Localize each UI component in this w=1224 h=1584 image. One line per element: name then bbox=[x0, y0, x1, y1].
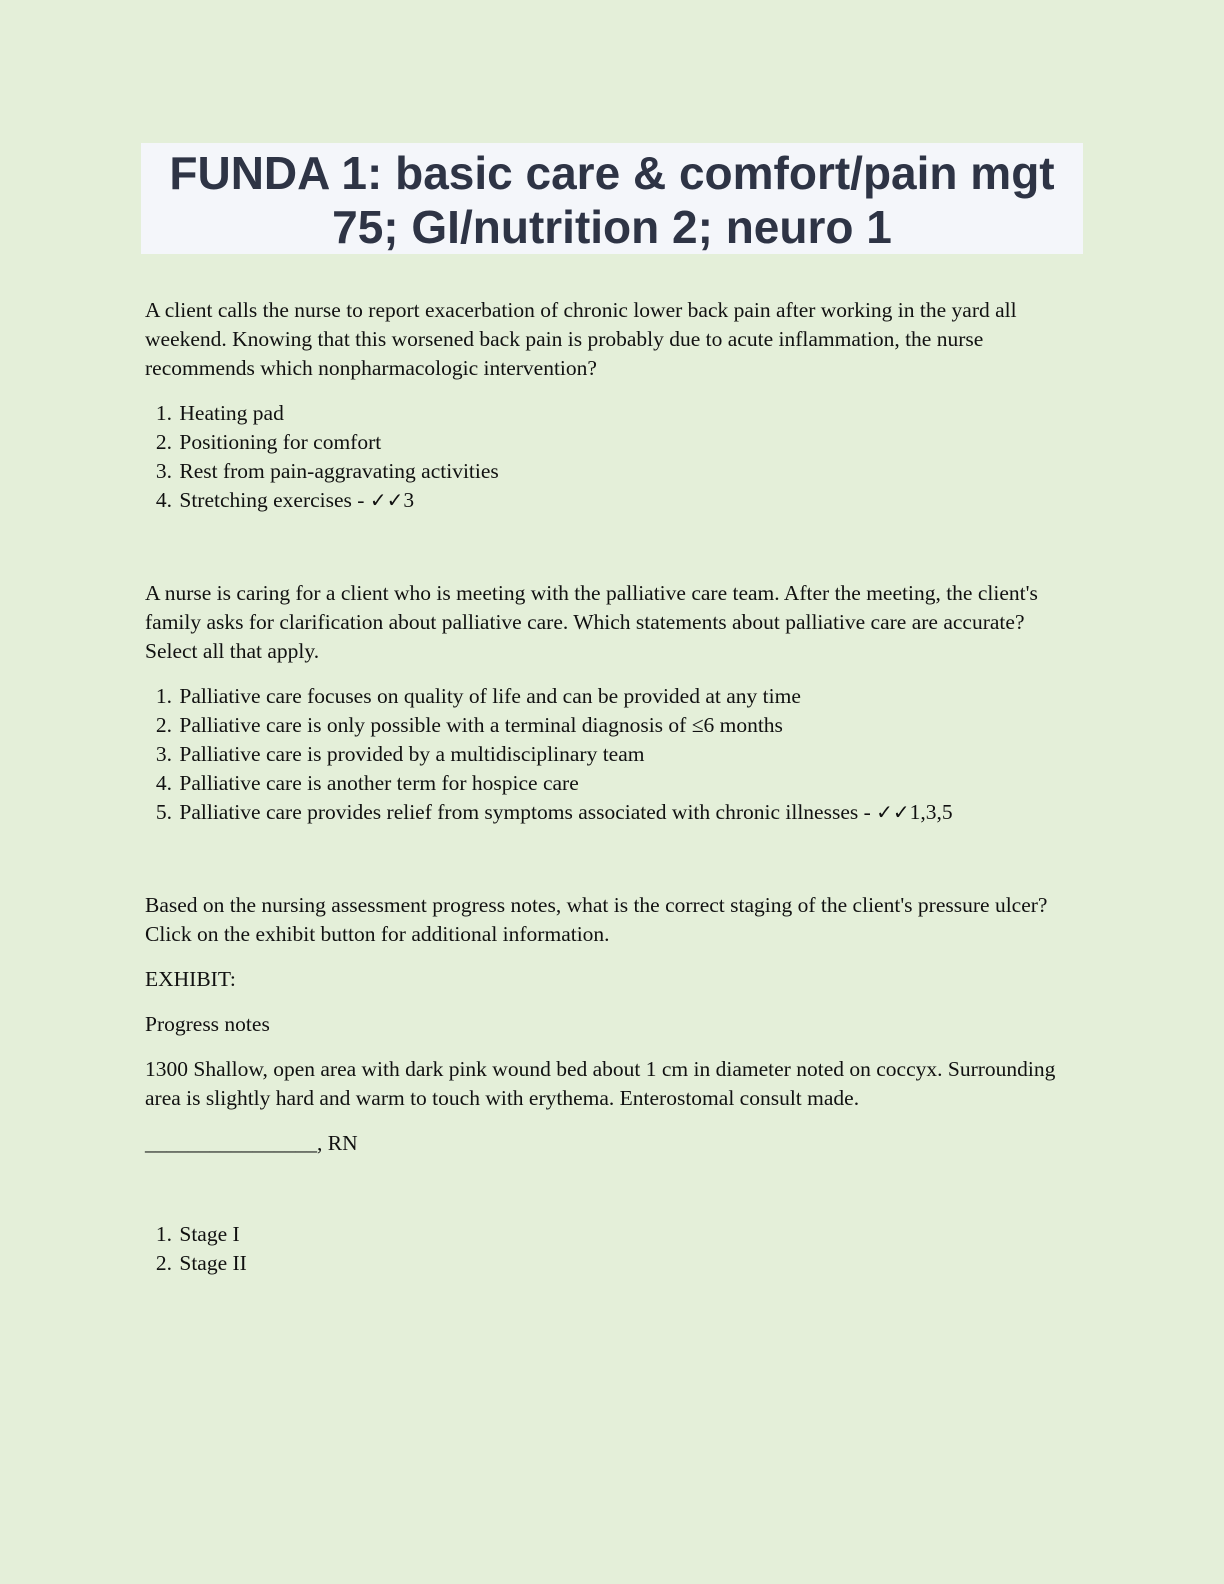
option-number: 2. bbox=[155, 430, 172, 454]
option-item bbox=[145, 682, 1075, 711]
document-title bbox=[141, 143, 1083, 254]
question-1-options bbox=[145, 399, 1075, 515]
option-text: Palliative care is provided by a multidisciplinary team bbox=[179, 742, 645, 766]
option-number: 2. bbox=[155, 713, 172, 737]
checkmark-icon: ✓✓ bbox=[876, 800, 910, 824]
progress-notes-label: Progress notes bbox=[145, 1012, 270, 1036]
title-line-1: FUNDA 1: basic care & comfort/pain mgt bbox=[169, 147, 1055, 199]
answer-key: 3 bbox=[403, 488, 415, 512]
question-2 bbox=[145, 579, 1075, 827]
option-text: Palliative care focuses on quality of life and can be provided at any time bbox=[179, 684, 801, 708]
option-item bbox=[145, 711, 1075, 740]
option-item bbox=[145, 1220, 1075, 1249]
option-item bbox=[145, 740, 1075, 769]
option-number: 1. bbox=[155, 401, 172, 425]
question-3 bbox=[145, 891, 1075, 1278]
option-number: 1. bbox=[155, 1222, 172, 1246]
option-item bbox=[145, 486, 1075, 515]
question-2-options bbox=[145, 682, 1075, 827]
option-text: Palliative care provides relief from symptoms associated with chronic illnesses - bbox=[179, 800, 877, 824]
option-number: 3. bbox=[155, 459, 172, 483]
checkmark-icon: ✓✓ bbox=[369, 488, 404, 512]
document-body bbox=[145, 296, 1075, 1278]
title-line-2: 75; GI/nutrition 2; neuro 1 bbox=[332, 201, 892, 253]
option-item bbox=[145, 1249, 1075, 1278]
option-item bbox=[145, 769, 1075, 798]
question-3-stem: Based on the nursing assessment progress notes, what is the correct staging of the client's pressure ulcer? Click on the exhibit button for additional information. bbox=[145, 893, 1048, 946]
option-item bbox=[145, 457, 1075, 486]
signature-line: ________________, RN bbox=[145, 1131, 358, 1155]
answer-key: 1,3,5 bbox=[909, 800, 953, 824]
option-text: Positioning for comfort bbox=[179, 430, 382, 454]
question-1-stem: A client calls the nurse to report exacerbation of chronic lower back pain after working in the yard all weekend. Knowing that this worsened back pain is probably due to acute inflammation, the nurse recommends which nonpharmacologic intervention? bbox=[145, 298, 1017, 380]
option-number: 4. bbox=[155, 488, 172, 512]
option-text: Stage I bbox=[179, 1222, 240, 1246]
option-item bbox=[145, 798, 1075, 827]
option-number: 5. bbox=[155, 800, 172, 824]
option-text: Palliative care is another term for hospice care bbox=[179, 771, 579, 795]
progress-note-text: 1300 Shallow, open area with dark pink wound bed about 1 cm in diameter noted on coccyx. Surrounding area is slightly hard and warm to touch with erythema. Enterostomal consult made. bbox=[145, 1057, 1056, 1110]
option-number: 3. bbox=[155, 742, 172, 766]
option-text: Heating pad bbox=[179, 401, 284, 425]
option-item bbox=[145, 428, 1075, 457]
option-text: Stage II bbox=[179, 1251, 247, 1275]
option-text: Stretching exercises - bbox=[179, 488, 370, 512]
option-item bbox=[145, 399, 1075, 428]
option-text: Palliative care is only possible with a terminal diagnosis of ≤6 months bbox=[179, 713, 783, 737]
exhibit-label: EXHIBIT: bbox=[145, 967, 236, 991]
question-3-options bbox=[145, 1220, 1075, 1278]
option-text: Rest from pain-aggravating activities bbox=[179, 459, 499, 483]
option-number: 2. bbox=[155, 1251, 172, 1275]
question-1 bbox=[145, 296, 1075, 515]
option-number: 4. bbox=[155, 771, 172, 795]
question-2-stem: A nurse is caring for a client who is meeting with the palliative care team. After the meeting, the client's family asks for clarification about palliative care. Which statements about palliative care are accurate? Select all that apply. bbox=[145, 581, 1038, 663]
option-number: 1. bbox=[155, 684, 172, 708]
